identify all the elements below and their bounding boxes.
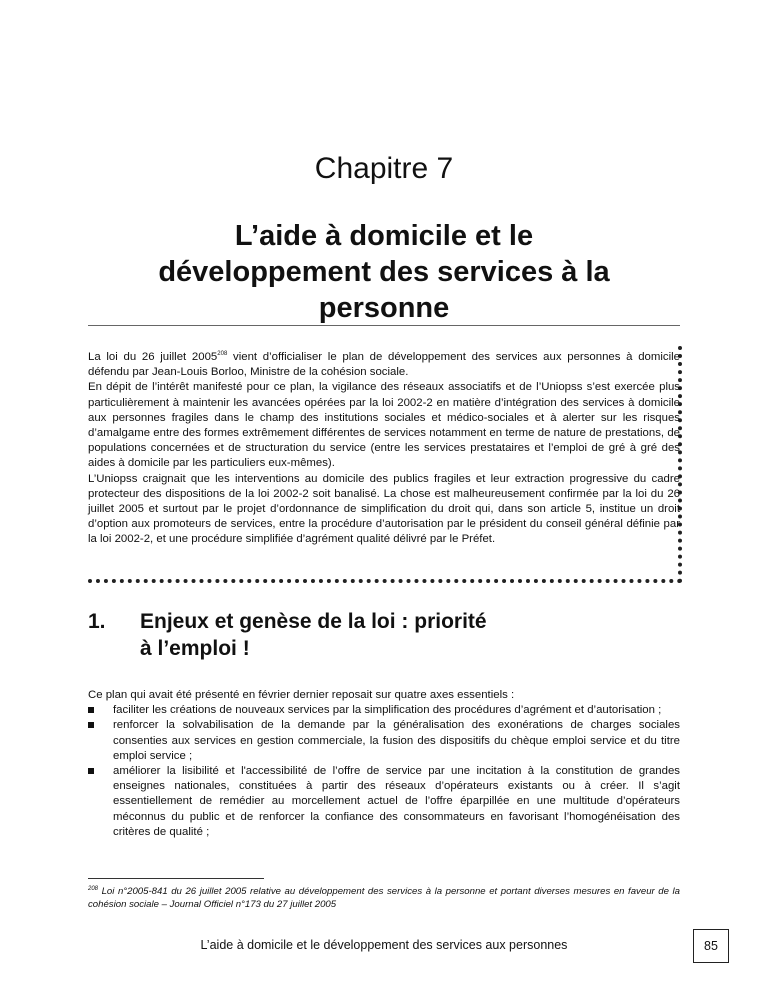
footnote — [88, 885, 680, 911]
list-item — [88, 718, 680, 764]
list-item — [88, 764, 680, 840]
section-title-line: Enjeux et genèse de la loi : priorité — [140, 610, 487, 633]
bullet-list — [88, 703, 680, 840]
list-item-text: renforcer la solvabilisation de la demande par la généralisation des exonérations de charges sociales consenties aux services en gestion commerciale, la fusion des dispositifs du chèque emploi service et du titre emploi service ; — [113, 719, 680, 762]
title-divider — [88, 325, 680, 326]
bullet-square-icon — [88, 722, 94, 728]
section-title — [140, 608, 610, 662]
section-title-line: à l’emploi ! — [140, 637, 250, 660]
list-item-text: faciliter les créations de nouveaux services par la simplification des procédures d’agrément et d’autorisation ; — [113, 704, 662, 717]
list-item-text: améliorer la lisibilité et l'accessibilité de l’offre de service par une incitation à la constitution de grandes enseignes nationales, constituées à partir des réseaux d’opérateurs existants ou à créer. Il s’agit essentiellement de remédier au morcellement actuel de l’offre éparpillée en une multitude d’opérateurs méconnus du public et de renforcer la confiance des consommateurs en favorisant l’homogénéisation des critères de qualité ; — [113, 765, 680, 838]
chapter-title-line: personne — [318, 292, 450, 324]
intro-text-span: vient d’officialiser le plan de développement des services aux personnes à domicile défendu par Jean-Louis Borloo, Ministre de la cohésion sociale. — [88, 351, 680, 379]
footnote-text: Loi n°2005-841 du 26 juillet 2005 relative au développement des services à la personne et portant diverses mesures en faveur de la cohésion sociale – Journal Officiel n°173 du 27 juillet 2005 — [88, 886, 680, 910]
list-item — [88, 703, 680, 718]
footnote-divider — [88, 878, 264, 879]
chapter-number: Chapitre 7 — [314, 152, 454, 185]
intro-paragraph: L’Uniopss craignait que les interventions au domicile des publics fragiles et leur extraction progressive du cadre protecteur des dispositions de la loi 2002-2 soit banalisé. La chose est malheureusement confirmée par la loi du 26 juillet 2005 et surtout par le projet d’ordonnance de simplification du droit qui, dans son article 5, institue un droit d’option aux promoteurs de services, entre la procédure d’autorisation par le président du conseil général définie par la loi 2002-2, et une procédure simplifiée d’agrément qualité délivré par le Préfet. — [88, 472, 680, 546]
chapter-title — [90, 218, 678, 326]
chapter-title-line: L’aide à domicile et le — [234, 220, 534, 252]
running-footer: L’aide à domicile et le développement des services aux personnes — [200, 938, 568, 952]
intro-paragraph — [88, 350, 680, 380]
bullet-square-icon — [88, 768, 94, 774]
section-lead: Ce plan qui avait été présenté en février dernier reposait sur quatre axes essentiels : — [88, 689, 515, 701]
section-number: 1. — [88, 610, 106, 633]
footnote-ref[interactable]: 208 — [217, 351, 228, 358]
intro-abstract — [88, 350, 680, 548]
footnote-number: 208 — [88, 885, 99, 892]
intro-text-span: La loi du 26 juillet 2005 — [88, 351, 218, 363]
section-body — [88, 688, 680, 840]
intro-paragraph: En dépit de l’intérêt manifesté pour ce plan, la vigilance des réseaux associatifs et de l’Uniopss s’est exercée plus particulièrement à maintenir les avancées opérées par la loi 2002-2 en matière d’intégration des services à domicile aux personnes fragiles dans le champ des institutions sociales et médico-sociales et à alerter sur les risques d’amalgame entre des formes extrêmement différentes de services notamment en terme de nature de prestations, de populations concernées et de structuration du service (entre les services prestataires et l’emploi de gré à gré des aides à domicile par les particuliers eux-mêmes). — [88, 381, 680, 470]
chapter-title-line: développement des services à la — [158, 256, 610, 288]
bullet-square-icon — [88, 707, 94, 713]
page-number: 85 — [693, 929, 729, 963]
